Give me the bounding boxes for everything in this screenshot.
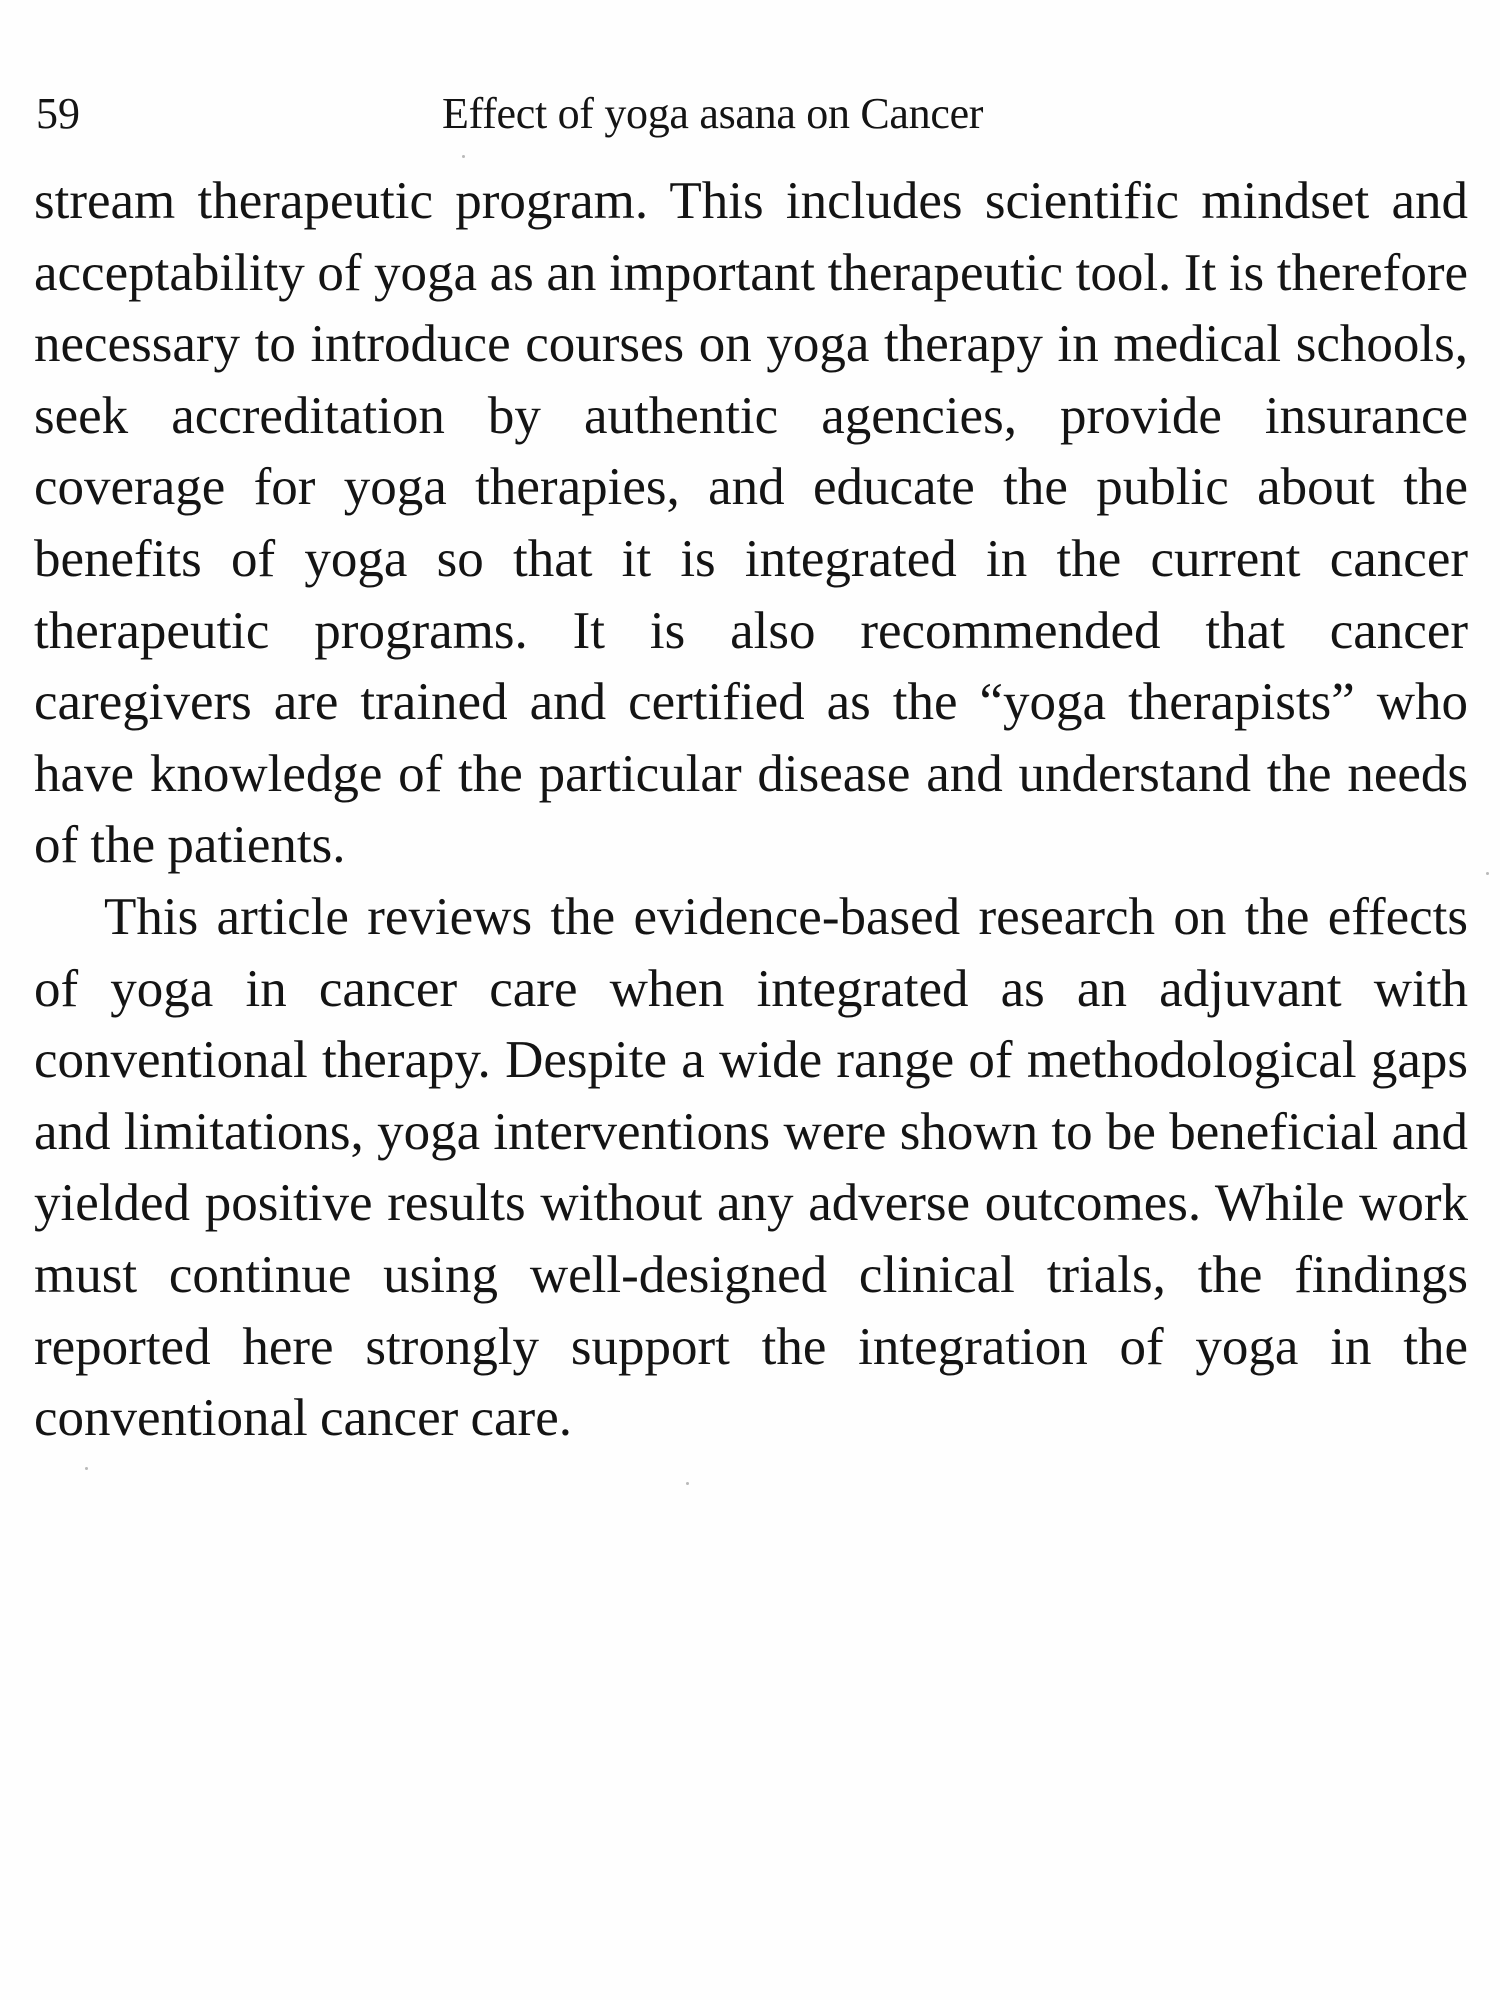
paragraph-1: stream therapeutic program. This includes scientific mindset and acceptability of yoga as an important therapeutic tool. It is therefore necessary to introduce courses on yoga therapy in medical schools, seek accreditation by authentic agencies, provide insurance coverage for yoga therapies, and educate the public about the benefits of yoga so that it is integrated in the current cancer therapeutic programs. It is also recommended that cancer caregivers are trained and certified as the “yoga therapists” who have knowledge of the particular disease and understand the needs of the patients. [34, 172, 1468, 875]
body-text [34, 166, 1468, 1455]
scan-speck [686, 1482, 689, 1485]
scan-speck [85, 1467, 88, 1470]
running-title: Effect of yoga asana on Cancer [442, 89, 984, 138]
page-number: 59 [36, 89, 80, 138]
paragraph-2: This article reviews the evidence-based research on the effects of yoga in cancer care when integrated as an adjuvant with conventional therapy. Despite a wide range of methodological gaps and limitations, yoga interventions were shown to be beneficial and yielded positive results without any adverse outcomes. While work must continue using well-designed clinical trials, the findings reported here strongly support the integration of yoga in the conventional cancer care. [34, 887, 1468, 1448]
running-head [36, 84, 1466, 144]
scan-speck [1486, 872, 1489, 875]
scan-speck [462, 155, 465, 158]
